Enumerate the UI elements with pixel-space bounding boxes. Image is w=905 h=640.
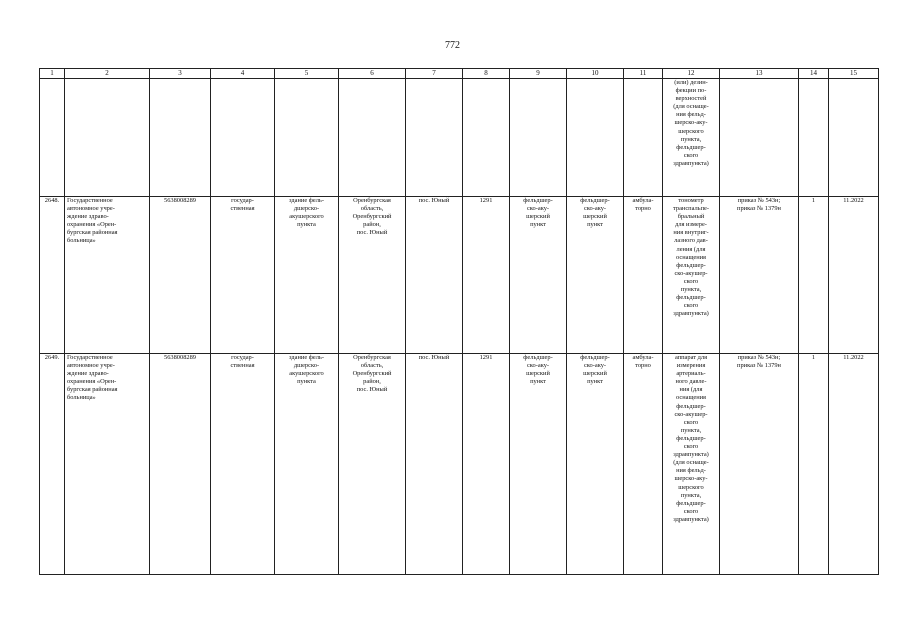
column-number-cell: 4 (211, 69, 275, 79)
quantity-cell: 1 (799, 197, 829, 354)
column-number-cell: 5 (275, 69, 339, 79)
empty-cell (406, 79, 463, 197)
empty-cell (720, 79, 799, 197)
unit-type-cell: фельдшер- ско-аку- шерский пункт (510, 197, 567, 354)
unit-name-cell: фельдшер- ско-аку- шерский пункт (567, 197, 624, 354)
table-row (40, 354, 879, 575)
column-number-cell: 9 (510, 69, 567, 79)
unit-name-cell: фельдшер- ско-аку- шерский пункт (567, 354, 624, 575)
column-number-cell: 7 (406, 69, 463, 79)
empty-cell (275, 79, 339, 197)
ownership-cell: государ- ственная (211, 354, 275, 575)
column-number-cell: 6 (339, 69, 406, 79)
continuation-row (40, 79, 879, 197)
address-cell: Оренбургская область, Оренбургский район, пос. Юный (339, 354, 406, 575)
unit-type-cell: фельдшер- ско-аку- шерский пункт (510, 354, 567, 575)
empty-cell (829, 79, 879, 197)
quantity-cell: 1 (799, 354, 829, 575)
empty-cell (40, 79, 65, 197)
locality-cell: пос. Юный (406, 197, 463, 354)
empty-cell (65, 79, 150, 197)
empty-cell (339, 79, 406, 197)
ownership-cell: государ- ственная (211, 197, 275, 354)
column-number-cell: 14 (799, 69, 829, 79)
table-row (40, 197, 879, 354)
equipment-cell: тонометр транспальпе- бральный для измере- ния внутриг- лазного дав- ления (для оснащения фельдшер- ско-акушер- ского пункта, фельдшер- ского здравпункта) (663, 197, 720, 354)
date-cell: 11.2022 (829, 354, 879, 575)
empty-cell (567, 79, 624, 197)
date-cell: 11.2022 (829, 197, 879, 354)
row-number-cell: 2648. (40, 197, 65, 354)
order-cell: приказ № 543н; приказ № 1379н (720, 197, 799, 354)
care-form-cell: амбула- торно (624, 197, 663, 354)
column-number-cell: 3 (150, 69, 211, 79)
equipment-cell: (или) дезин- фекции по- верхностей (для оснаще- ния фельд- шерско-аку- шерского пункта, фельдшер- ского здравпункта) (663, 79, 720, 197)
inn-cell: 5638008289 (150, 197, 211, 354)
population-cell: 1291 (463, 197, 510, 354)
empty-cell (510, 79, 567, 197)
column-number-cell: 15 (829, 69, 879, 79)
address-cell: Оренбургская область, Оренбургский район, пос. Юный (339, 197, 406, 354)
column-number-cell: 11 (624, 69, 663, 79)
column-number-cell: 10 (567, 69, 624, 79)
inn-cell: 5638008289 (150, 354, 211, 575)
page-number: 772 (445, 40, 460, 51)
column-number-cell: 13 (720, 69, 799, 79)
organization-cell: Государственное автономное учре- ждение здраво- охранения «Орен- бургская районная больница» (65, 197, 150, 354)
empty-cell (463, 79, 510, 197)
column-number-cell: 1 (40, 69, 65, 79)
empty-cell (150, 79, 211, 197)
population-cell: 1291 (463, 354, 510, 575)
order-cell: приказ № 543н; приказ № 1379н (720, 354, 799, 575)
row-number-cell: 2649. (40, 354, 65, 575)
locality-cell: пос. Юный (406, 354, 463, 575)
equipment-cell: аппарат для измерения артериаль- ного давле- ния (для оснащения фельдшер- ско-акушер- ского пункта, фельдшер- ского здравпункта) (для оснаще- ния фельд- шерско-аку- шерского пункта, фельдшер- ского здравпункта) (663, 354, 720, 575)
column-number-cell: 12 (663, 69, 720, 79)
care-form-cell: амбула- торно (624, 354, 663, 575)
building-cell: здание фель- дшерско- акушерского пункта (275, 354, 339, 575)
empty-cell (799, 79, 829, 197)
empty-cell (211, 79, 275, 197)
equipment-register-table (39, 68, 879, 575)
empty-cell (624, 79, 663, 197)
column-number-cell: 2 (65, 69, 150, 79)
organization-cell: Государственное автономное учре- ждение здраво- охранения «Орен- бургская районная больница» (65, 354, 150, 575)
building-cell: здание фель- дшерско- акушерского пункта (275, 197, 339, 354)
column-number-row (40, 69, 879, 79)
column-number-cell: 8 (463, 69, 510, 79)
